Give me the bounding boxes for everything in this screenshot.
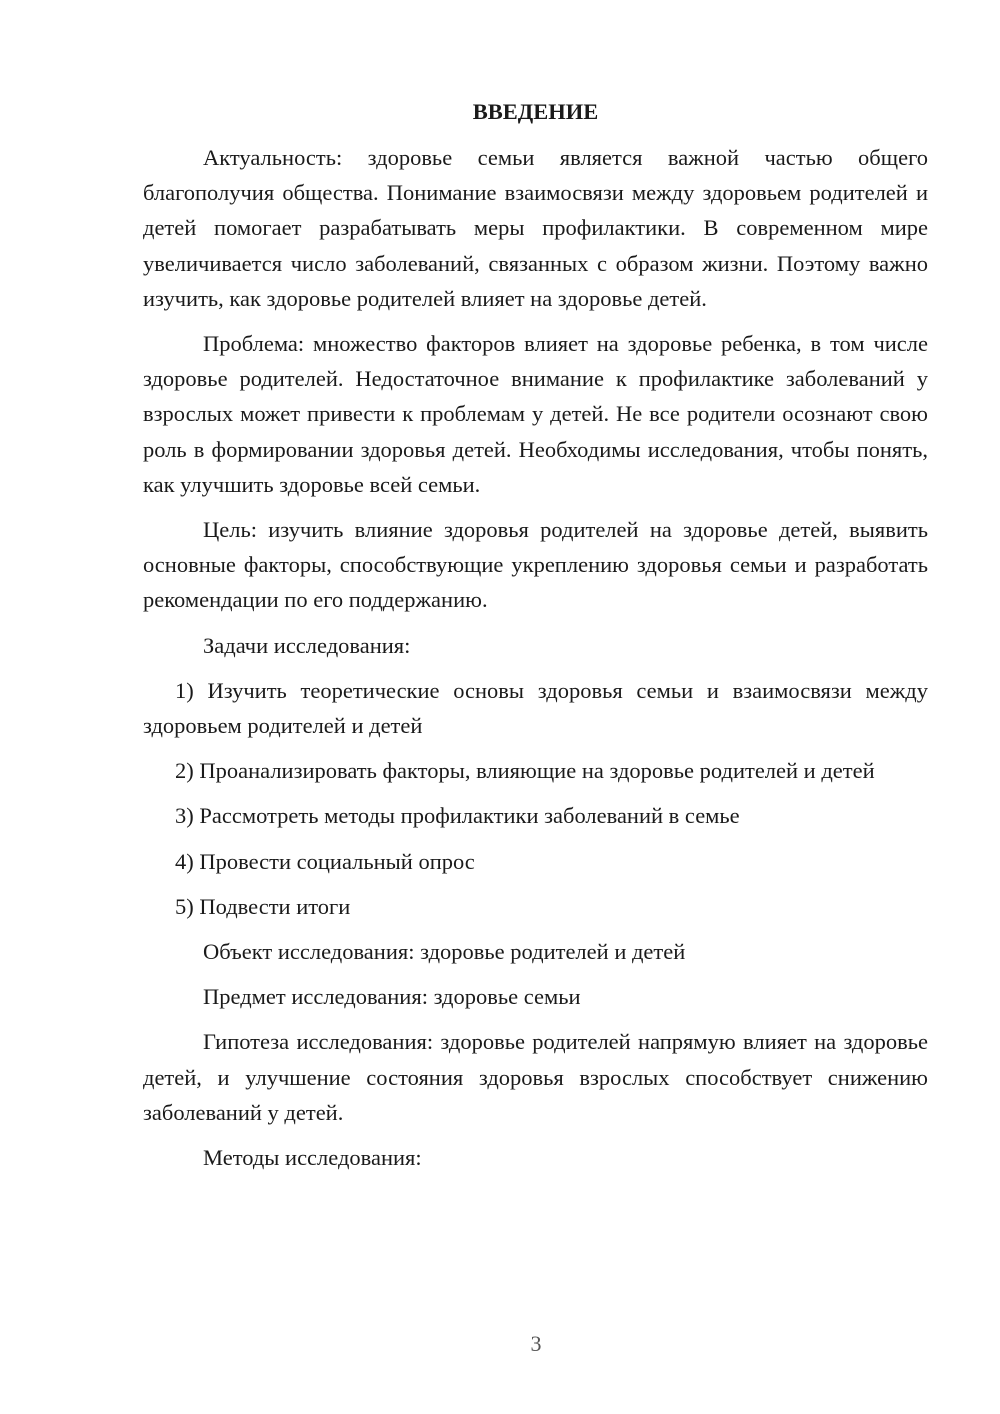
relevance-paragraph: Актуальность: здоровье семьи является важной частью общего благополучия общества. Понимание взаимосвязи между здоровьем родителей и детей помогает разрабатывать меры профилактики. В современном мире увеличивается число заболеваний, связанных с образом жизни. Поэтому важно изучить, как здоровье родителей влияет на здоровье детей. bbox=[143, 145, 928, 311]
task-item: 4) Провести социальный опрос bbox=[175, 848, 475, 874]
research-subject: Предмет исследования: здоровье семьи bbox=[203, 984, 581, 1010]
hypothesis-paragraph: Гипотеза исследования: здоровье родителей напрямую влияет на здоровье детей, и улучшение состояния здоровья взрослых способствует снижению заболеваний у детей. bbox=[143, 1029, 928, 1125]
problem-paragraph: Проблема: множество факторов влияет на здоровье ребенка, в том числе здоровье родителей. Недостаточное внимание к профилактике заболеваний у взрослых может привести к проблемам у детей. Не все родители осознают свою роль в формировании здоровья детей. Необходимы исследования, чтобы понять, как улучшить здоровье всей семьи. bbox=[143, 331, 928, 497]
task-item: 2) Проанализировать факторы, влияющие на здоровье родителей и детей bbox=[175, 758, 875, 784]
task-item: 5) Подвести итоги bbox=[175, 893, 351, 919]
task-item: 3) Рассмотреть методы профилактики заболеваний в семье bbox=[175, 803, 740, 829]
document-page bbox=[143, 94, 928, 1185]
methods-heading: Методы исследования: bbox=[203, 1145, 422, 1171]
research-object: Объект исследования: здоровье родителей и детей bbox=[203, 939, 686, 965]
goal-paragraph: Цель: изучить влияние здоровья родителей на здоровье детей, выявить основные факторы, способствующие укреплению здоровья семьи и разработать рекомендации по его поддержанию. bbox=[143, 517, 928, 613]
page-number: 3 bbox=[530, 1331, 542, 1356]
document-title: ВВЕДЕНИЕ bbox=[472, 99, 599, 124]
tasks-heading: Задачи исследования: bbox=[203, 632, 411, 658]
task-item: 1) Изучить теоретические основы здоровья семьи и взаимосвязи между здоровьем родителей и детей bbox=[143, 677, 928, 739]
